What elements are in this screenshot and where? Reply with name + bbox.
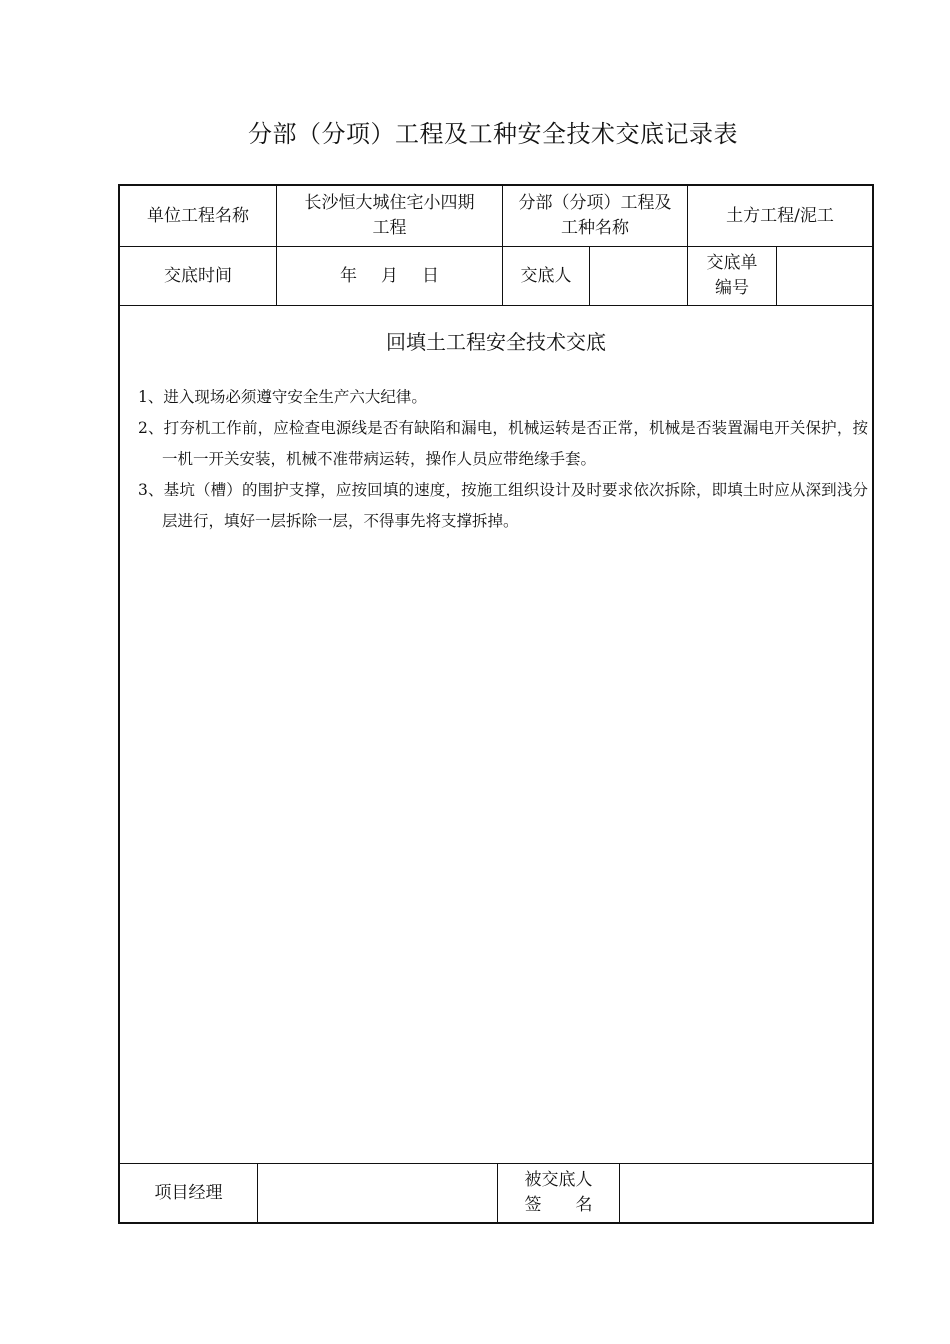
briefing-content — [120, 306, 872, 1164]
briefing-date-field[interactable] — [277, 247, 503, 305]
subproject-label-line1: 分部（分项）工程及 — [518, 193, 672, 213]
briefer-value[interactable] — [590, 247, 688, 305]
recipient-signature-field[interactable] — [620, 1164, 872, 1222]
subproject-value[interactable]: 土方工程/泥工 — [726, 205, 834, 226]
briefing-time-label: 交底时间 — [120, 247, 277, 305]
date-day: 日 — [422, 265, 439, 286]
briefing-item: 2、打夯机工作前，应检查电源线是否有缺陷和漏电，机械运转是否正常，机械是否装置漏电开关保护，按一机一开关安装，机械不准带病运转，操作人员应带绝缘手套。 — [138, 419, 868, 468]
header-row-project — [120, 186, 872, 247]
manager-signature-field[interactable] — [258, 1164, 498, 1222]
footer-row-signatures — [120, 1164, 872, 1222]
briefing-item: 3、基坑（槽）的围护支撑，应按回填的速度，按施工组织设计及时要求依次拆除，即填土时应从深到浅分层进行，填好一层拆除一层，不得事先将支撑拆掉。 — [138, 481, 868, 530]
unit-project-value-line2: 工程 — [372, 218, 407, 238]
recipient-label-line2: 签 名 — [524, 1195, 593, 1215]
header-row-briefing — [120, 247, 872, 306]
unit-project-value[interactable] — [277, 186, 503, 246]
briefer-label: 交底人 — [503, 247, 590, 305]
doc-no-label-line1: 交底单 — [706, 253, 758, 273]
date-year: 年 — [340, 265, 357, 286]
briefing-item: 1、进入现场必须遵守安全生产六大纪律。 — [138, 388, 427, 406]
doc-no-value[interactable] — [777, 247, 872, 305]
recipient-label — [498, 1164, 620, 1222]
recipient-label-line1: 被交底人 — [524, 1170, 593, 1190]
unit-project-label: 单位工程名称 — [120, 186, 277, 246]
unit-project-value-line1: 长沙恒大城住宅小四期 — [304, 193, 475, 213]
record-table — [118, 184, 874, 1224]
date-month: 月 — [381, 265, 398, 286]
content-heading: 回填土工程安全技术交底 — [386, 330, 606, 354]
subproject-label — [503, 186, 688, 246]
page-title: 分部（分项）工程及工种安全技术交底记录表 — [248, 120, 738, 148]
doc-no-label — [688, 247, 777, 305]
subproject-label-line2: 工种名称 — [561, 218, 629, 238]
doc-no-label-line2: 编号 — [715, 278, 749, 298]
manager-label: 项目经理 — [120, 1164, 258, 1222]
briefing-items — [138, 382, 868, 537]
